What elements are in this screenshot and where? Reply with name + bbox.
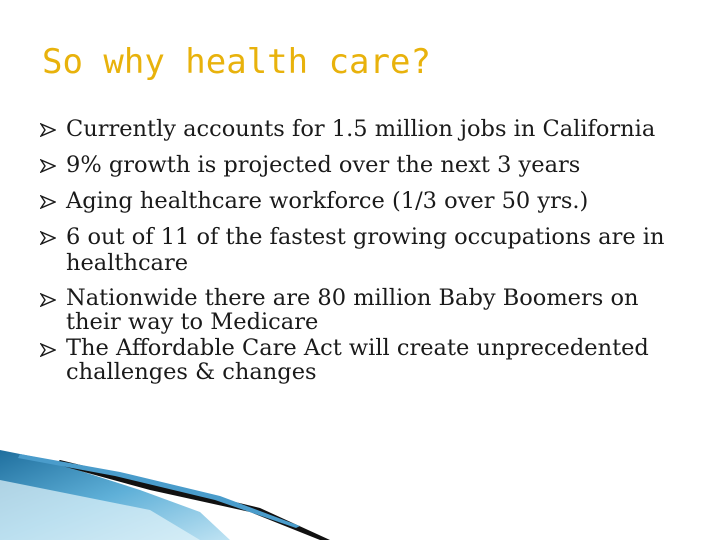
bullet-text: 6 out of 11 of the fastest growing occupations are in healthcare <box>66 224 665 276</box>
bullet-list <box>40 116 690 386</box>
arrow-bullet-icon <box>40 159 56 173</box>
bullet-item <box>40 336 690 384</box>
bullet-text: Nationwide there are 80 million Baby Boomers on their way to Medicare <box>66 285 639 335</box>
bullet-item <box>40 116 690 142</box>
bullet-text: 9% growth is projected over the next 3 years <box>66 152 581 178</box>
bullet-item <box>40 224 690 276</box>
corner-decoration <box>0 450 720 540</box>
arrow-bullet-icon <box>40 195 56 209</box>
bullet-text: Aging healthcare workforce (1/3 over 50 yrs.) <box>66 188 589 214</box>
arrow-bullet-icon <box>40 231 56 245</box>
arrow-bullet-icon <box>40 293 56 307</box>
arrow-bullet-icon <box>40 123 56 137</box>
bullet-item <box>40 188 690 214</box>
bullet-text: Currently accounts for 1.5 million jobs in California <box>66 116 656 142</box>
bullet-item <box>40 286 690 334</box>
bullet-text: The Affordable Care Act will create unprecedented challenges & changes <box>66 335 649 385</box>
slide-title: So why health care? <box>42 42 431 82</box>
bullet-item <box>40 152 690 178</box>
arrow-bullet-icon <box>40 343 56 357</box>
